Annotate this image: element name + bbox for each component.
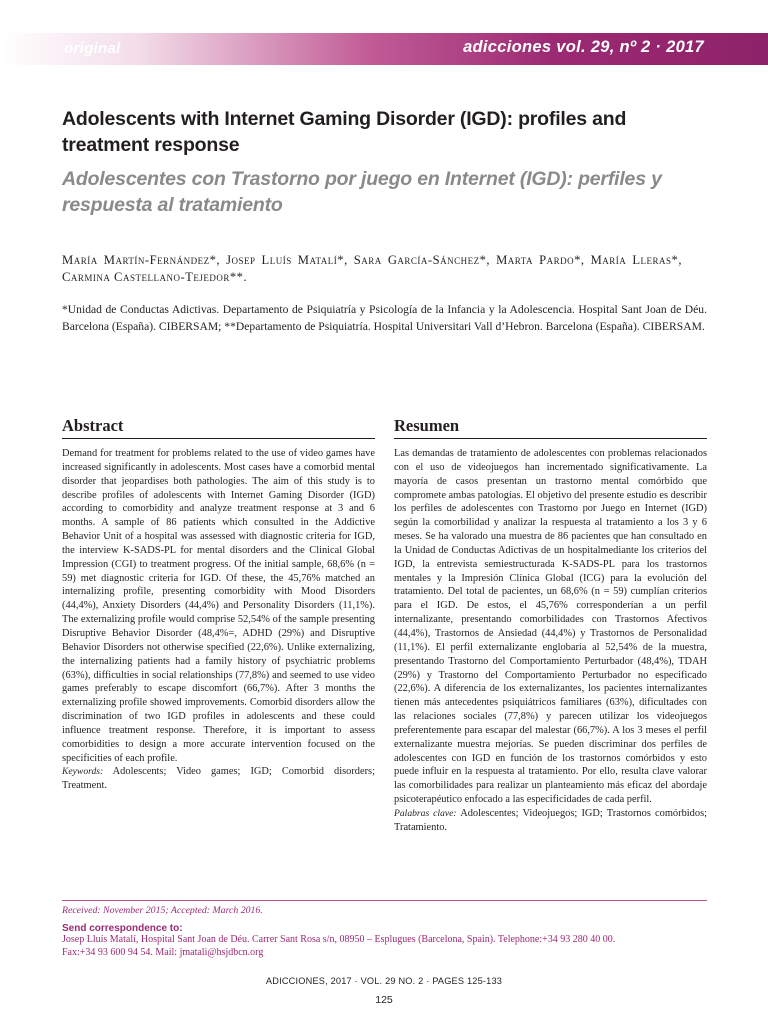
resumen-text: Las demandas de tratamiento de adolescentes con problemas relacionados con el uso de videojuegos han incrementado significativamente. La mayoría de casos presentan un trastorno mental comórbido que compromete ambas patologías. El objetivo del presente estudio es describir los perfiles de adolescentes con Trastorno por Juego en Internet (IGD) según la comorbilidad y analizar la respuesta al tratamiento a los 3 y 6 meses. Se ha valorado una muestra de 86 pacientes que han consultado en la Unidad de Conductas Adictivas de un hospitalmediante los criterios del IGD, la entrevista semiestructurada K-SADS-PL para los trastornos mentales y la Impresión Clínica Global (ICG) para la evolución del tratamiento. Del total de pacientes, un 68,6% (n = 59) cumplían criterios para el IGD. De estos, el 45,76% corresponderían a un perfil internalizante, presentando comorbilidades con Trastornos Afectivos (44,4%), Trastornos de Ansiedad (44,4%) y Trastornos de Personalidad (11,1%). El perfil externalizante englobaría al 52,54% de la muestra, presentando Trastorno del Comportamiento Perturbador (48,4%), TDAH (29%) y Trastorno del Comportamiento Perturbador no especificado (22,6%). A diferencia de los externalizantes, los pacientes internalizantes tienen más antecedentes psiquiátricos familiares (63%), dificultades con las relaciones sociales (77,8%) y parecen utilizar los videojuegos preferentemente para escapar del malestar (66,7%). A los 3 meses el perfil externalizante muestra mejorías. Se pueden discriminar dos perfiles de adolescentes con IGD en función de los trastornos comórbidos y esto puede influir en la respuesta al tratamiento. Por ello, resulta clave valorar las comorbilidades para realizar un planteamiento más eficaz del abordaje psicoterapéutico enfocado a las especificidades de cada perfil. <box>394 448 707 806</box>
resumen-section <box>394 416 707 835</box>
journal-citation: ADICCIONES, 2017 · VOL. 29 NO. 2 · PAGES 125-133 <box>265 976 503 986</box>
abstract-keywords <box>62 765 375 793</box>
journal-volume-label: adicciones vol. 29, nº 2 · 2017 <box>463 38 704 56</box>
resumen-keywords <box>394 807 707 835</box>
keywords-label: Keywords: <box>62 766 104 778</box>
page-number: 125 <box>375 994 393 1006</box>
section-label: original <box>64 40 121 57</box>
correspondence-address: Josep Lluís Matalí, Hospital Sant Joan de Déu. Carrer Sant Rosa s/n, 08950 – Esplugues (Barcelona, Spain). Telephone:+34 93 280 40 00. <box>62 934 616 945</box>
correspondence-contact: Fax:+34 93 600 94 54. Mail: jmatali@hsjdbcn.org <box>62 946 264 958</box>
article-title-english: Adolescents with Internet Gaming Disorder (IGD): profiles and treatment response <box>62 108 627 156</box>
keywords-list: Adolescents; Video games; IGD; Comorbid disorders; Treatment. <box>62 766 375 792</box>
correspondence-label: Send correspondence to: <box>62 923 183 934</box>
author-list: María Martín-Fernández*, Josep Lluís Matalí*, Sara García-Sánchez*, Marta Pardo*, María Lleras*, Carmina Castellano-Tejedor**. <box>62 253 682 284</box>
footer-divider <box>62 900 707 901</box>
correspondence-details <box>62 934 722 959</box>
author-affiliations: *Unidad de Conductas Adictivas. Departamento de Psiquiatría y Psicología de la Infancia y la Adolescencia. Hospital Sant Joan de Déu. Barcelona (España). CIBERSAM; **Departamento de Psiquiatría. Hospital Universitari Vall d’Hebron. Barcelona (España). CIBERSAM. <box>62 303 707 333</box>
abstract-text: Demand for treatment for problems related to the use of video games have increased significantly in adolescents. Most cases have a comorbid mental disorder that jeopardises both pathologies. The aim of this study is to describe profiles of adolescents with Internet Gaming Disorder (IGD) according to comorbidity and analyze treatment response at 3 and 6 months. A sample of 86 patients which consulted in the Addictive Behavior Unit of a hospital was assessed with diagnostic criteria for IGD, the interview K-SADS-PL for mental disorders and the Clinical Global Impression (CGI) to treatment progress. Of the initial sample, 68,6% (n = 59) met diagnostic criteria for IGD. Of these, the 45,76% matched an internalizing profile, presenting comorbidity with Mood Disorders (44,4%), Anxiety Disorders (44,4%) and Personality Disorders (11,1%). The externalizing profile would comprise 52,54% of the sample presenting Disruptive Behavior Disorder (48,4%=, ADHD (29%) and Disruptive Behavior Disorders not otherwise specified (22,6%). Unlike externalizing, the internalizing patients had a family history of psychiatric problems (63%), difficulties in social relationships (77,8%) and seemed to use video games preferably to escape discomfort (66,7%). After 3 months the externalizing profile showed improvements. Comorbid disorders allow the discrimination of two IGD profiles in adolescents and these could influence treatment response. Therefore, it is important to assess comorbidities to design a more accurate intervention focused on the specificities of each profile. <box>62 448 375 764</box>
received-accepted-dates: Received: November 2015; Accepted: March 2016. <box>62 905 263 916</box>
palabras-clave-label: Palabras clave: <box>394 807 457 819</box>
resumen-heading: Resumen <box>394 416 707 439</box>
article-title-spanish: Adolescentes con Trastorno por juego en Internet (IGD): perfiles y respuesta al tratamiento <box>62 168 662 216</box>
palabras-clave-list: Adolescentes; Videojuegos; IGD; Trastornos comórbidos; Tratamiento. <box>394 807 707 833</box>
abstract-heading: Abstract <box>62 416 375 439</box>
abstract-section <box>62 416 375 793</box>
